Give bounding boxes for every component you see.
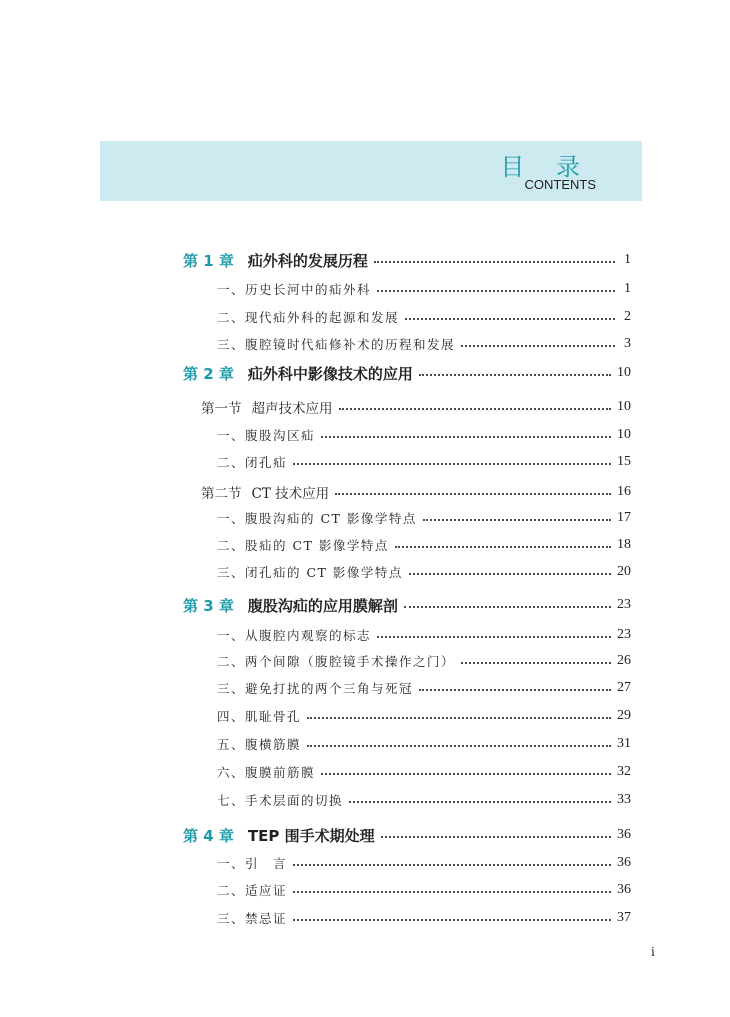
dot-leader xyxy=(293,891,611,893)
dot-leader xyxy=(293,864,611,866)
toc-entry-label xyxy=(217,509,417,527)
toc-item[interactable] xyxy=(183,424,631,446)
chapter-title: 疝外科中影像技术的应用 xyxy=(247,364,413,383)
toc-item[interactable] xyxy=(183,534,631,556)
item-title: 七、手术层面的切换 xyxy=(217,793,344,808)
toc-page-number: 18 xyxy=(617,537,631,552)
toc-page-number: 10 xyxy=(617,399,631,414)
dot-leader xyxy=(335,493,611,495)
toc-entry-label xyxy=(217,881,287,899)
dot-leader xyxy=(374,261,615,263)
item-title: 二、现代疝外科的起源和发展 xyxy=(217,310,400,325)
item-title: 四、肌耻骨孔 xyxy=(217,709,302,724)
item-title: 二、两个间隙（腹腔镜手术操作之门） xyxy=(217,654,456,669)
toc-entry-label xyxy=(201,397,333,417)
toc-page-number: 10 xyxy=(617,427,631,442)
toc-item[interactable] xyxy=(183,333,631,355)
toc-page-number: 27 xyxy=(617,680,631,695)
toc-page-number: 2 xyxy=(624,309,631,324)
item-title: 二、适应证 xyxy=(217,883,288,898)
item-title: 三、闭孔疝的 CT 影像学特点 xyxy=(217,565,403,580)
section-title: 超声技术应用 xyxy=(251,401,333,417)
toc-page-number: 37 xyxy=(617,910,631,925)
dot-leader xyxy=(321,773,611,775)
toc-item[interactable] xyxy=(183,879,631,901)
item-title: 三、腹腔镜时代疝修补术的历程和发展 xyxy=(217,337,456,352)
dot-leader xyxy=(377,636,611,638)
toc-page-number: 23 xyxy=(617,627,631,642)
chapter-number: 第 2 章 xyxy=(183,364,234,383)
toc-entry-label xyxy=(217,791,343,809)
toc-page-number: 29 xyxy=(617,708,631,723)
toc-chapter[interactable] xyxy=(183,362,631,384)
toc-item[interactable] xyxy=(183,561,631,583)
dot-leader xyxy=(377,290,615,292)
dot-leader xyxy=(461,345,615,347)
toc-page-number: 16 xyxy=(617,484,631,499)
toc-page-number: 23 xyxy=(617,597,631,612)
dot-leader xyxy=(307,745,611,747)
page-subtitle: CONTENTS xyxy=(524,177,596,192)
toc-entry-label xyxy=(183,363,413,384)
toc-page-number: 17 xyxy=(617,510,631,525)
toc-item[interactable] xyxy=(183,733,631,755)
toc-chapter[interactable] xyxy=(183,249,631,271)
toc-chapter[interactable] xyxy=(183,824,631,846)
item-title: 三、避免打扰的两个三角与死冠 xyxy=(217,681,414,696)
toc-item[interactable] xyxy=(183,705,631,727)
toc-entry-label xyxy=(217,626,371,644)
chapter-number: 第 3 章 xyxy=(183,596,234,615)
toc-item[interactable] xyxy=(183,677,631,699)
page-title: 目 录 xyxy=(500,153,592,181)
dot-leader xyxy=(419,374,611,376)
toc-item[interactable] xyxy=(183,761,631,783)
item-title: 一、腹股沟疝的 CT 影像学特点 xyxy=(217,511,417,526)
chapter-number: 第 1 章 xyxy=(183,251,234,270)
toc-page-number: 33 xyxy=(617,792,631,807)
toc-entry-label xyxy=(217,854,287,872)
toc-item[interactable] xyxy=(183,789,631,811)
chapter-title: 腹股沟疝的应用膜解剖 xyxy=(247,596,398,615)
dot-leader xyxy=(419,689,611,691)
toc-entry-label xyxy=(217,280,371,298)
dot-leader xyxy=(339,408,612,410)
toc-entry-label xyxy=(217,426,315,444)
contents-header-band xyxy=(100,141,642,201)
toc-page-number: 26 xyxy=(617,653,631,668)
dot-leader xyxy=(461,662,611,664)
toc-entry-label xyxy=(183,595,398,616)
toc-chapter[interactable] xyxy=(183,594,631,616)
item-title: 一、从腹腔内观察的标志 xyxy=(217,628,372,643)
toc-item[interactable] xyxy=(183,507,631,529)
toc-page-number: 3 xyxy=(624,336,631,351)
item-title: 三、禁忌证 xyxy=(217,911,288,926)
dot-leader xyxy=(395,546,611,548)
toc-page-number: 32 xyxy=(617,764,631,779)
toc-page-number: 36 xyxy=(617,827,631,842)
toc-entry-label xyxy=(217,308,399,326)
toc-entry-label xyxy=(217,453,287,471)
toc-entry-label xyxy=(217,679,413,697)
toc-entry-label xyxy=(217,563,403,581)
chapter-title: 疝外科的发展历程 xyxy=(247,251,368,270)
toc-page-number: 31 xyxy=(617,736,631,751)
toc-page-number: 1 xyxy=(624,252,631,267)
toc-entry-label xyxy=(217,909,287,927)
item-title: 五、腹横筋膜 xyxy=(217,737,302,752)
toc-page-number: 20 xyxy=(617,564,631,579)
item-title: 二、闭孔疝 xyxy=(217,455,288,470)
chapter-number: 第 4 章 xyxy=(183,826,234,845)
toc-entry-label xyxy=(217,335,455,353)
toc-item[interactable] xyxy=(183,278,631,300)
toc-entry-label xyxy=(217,536,389,554)
toc-page-number: 36 xyxy=(617,882,631,897)
toc-page-number: 1 xyxy=(624,281,631,296)
item-title: 一、历史长河中的疝外科 xyxy=(217,282,372,297)
section-number: 第二节 xyxy=(201,486,242,502)
toc-item[interactable] xyxy=(183,907,631,929)
toc-entry-label xyxy=(201,482,329,502)
toc-entry-label xyxy=(217,735,301,753)
dot-leader xyxy=(321,436,611,438)
toc-entry-label xyxy=(217,763,315,781)
dot-leader xyxy=(349,801,611,803)
chapter-title: TEP 围手术期处理 xyxy=(247,826,375,845)
section-title: CT 技术应用 xyxy=(251,486,330,502)
toc-item[interactable] xyxy=(183,624,631,646)
toc-item[interactable] xyxy=(183,650,631,672)
item-title: 一、腹股沟区疝 xyxy=(217,428,316,443)
toc-item[interactable] xyxy=(183,306,631,328)
toc-page-number: 36 xyxy=(617,855,631,870)
item-title: 一、引 言 xyxy=(217,856,288,871)
toc-section[interactable] xyxy=(183,396,631,418)
section-number: 第一节 xyxy=(201,401,242,417)
dot-leader xyxy=(405,318,615,320)
toc-item[interactable] xyxy=(183,852,631,874)
page-number: i xyxy=(651,945,655,960)
dot-leader xyxy=(307,717,611,719)
item-title: 六、腹膜前筋膜 xyxy=(217,765,316,780)
toc-section[interactable] xyxy=(183,481,631,503)
toc-entry-label xyxy=(217,652,455,670)
dot-leader xyxy=(293,919,611,921)
dot-leader xyxy=(293,463,611,465)
toc-entry-label xyxy=(183,825,375,846)
toc-item[interactable] xyxy=(183,451,631,473)
item-title: 二、股疝的 CT 影像学特点 xyxy=(217,538,389,553)
dot-leader xyxy=(409,573,611,575)
toc-page-number: 15 xyxy=(617,454,631,469)
toc-page-number: 10 xyxy=(617,365,631,380)
toc-entry-label xyxy=(217,707,301,725)
dot-leader xyxy=(381,836,611,838)
toc-entry-label xyxy=(183,250,368,271)
dot-leader xyxy=(423,519,611,521)
dot-leader xyxy=(404,606,611,608)
